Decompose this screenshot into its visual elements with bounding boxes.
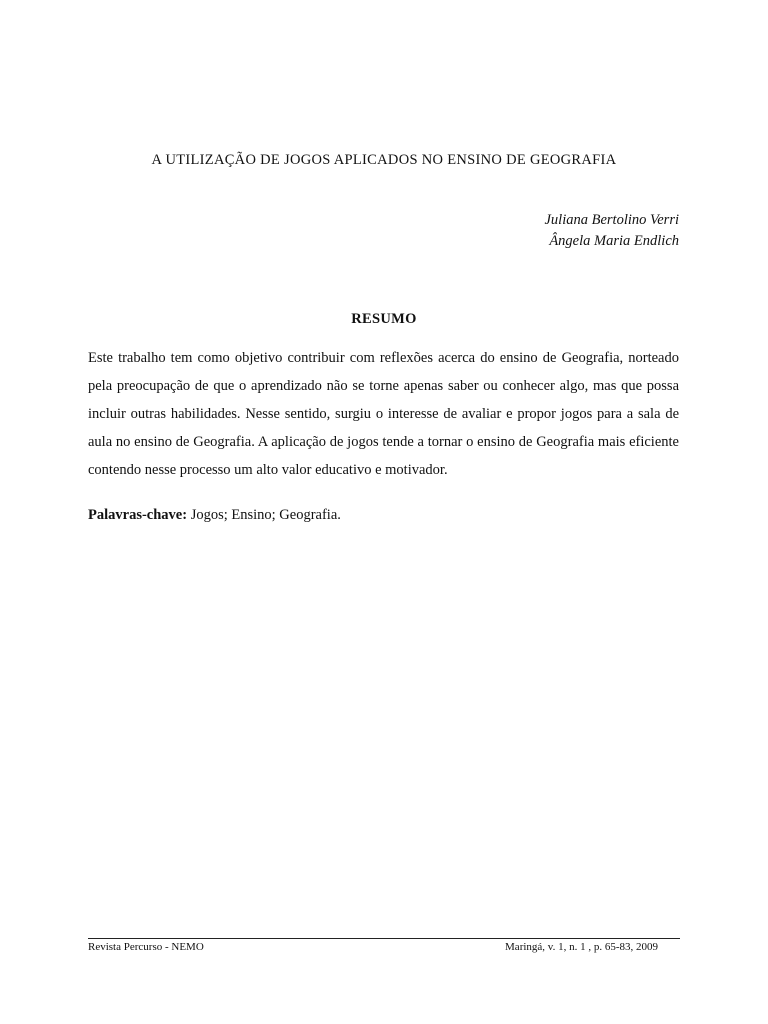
author-name: Juliana Bertolino Verri bbox=[544, 212, 679, 228]
footer-citation: Maringá, v. 1, n. 1 , p. 65-83, 2009 bbox=[505, 941, 658, 953]
abstract-heading: RESUMO bbox=[351, 311, 417, 327]
footer-divider bbox=[88, 938, 680, 939]
author-list bbox=[544, 210, 679, 252]
keywords-value: Jogos; Ensino; Geografia. bbox=[190, 507, 341, 523]
author-name: Ângela Maria Endlich bbox=[549, 233, 679, 249]
paper-title: A UTILIZAÇÃO DE JOGOS APLICADOS NO ENSINO DE GEOGRAFIA bbox=[151, 152, 617, 168]
keywords-label: Palavras-chave: bbox=[88, 507, 188, 523]
footer-journal: Revista Percurso - NEMO bbox=[88, 941, 204, 953]
keywords-line bbox=[88, 504, 341, 526]
abstract-text: Este trabalho tem como objetivo contribuir com reflexões acerca do ensino de Geografia, norteado pela preocupação de que o aprendizado não se torne apenas saber ou conhecer algo, mas que possa incluir outras habilidades. Nesse sentido, surgiu o interesse de avaliar e propor jogos para a sala de aula no ensino de Geografia. A aplicação de jogos tende a tornar o ensino de Geografia mais eficiente contendo nesse processo um alto valor educativo e motivador. bbox=[88, 350, 679, 478]
